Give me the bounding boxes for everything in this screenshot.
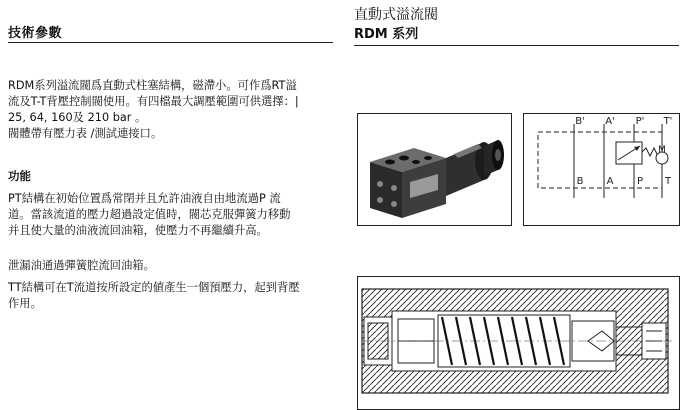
paragraph-line: 并且使大量的油液流回油箱，使壓力不再繼續升高。 <box>8 224 268 237</box>
port-label-a: A <box>606 176 614 187</box>
intro-paragraph <box>8 78 343 142</box>
paragraph-line: 泄漏油通過彈簧腔流回油箱。 <box>8 259 155 272</box>
port-label-p: P <box>636 176 644 187</box>
series-title: RDM 系列 <box>354 27 419 42</box>
function-paragraph-tt <box>8 280 343 312</box>
technical-parameters-heading: 技術參數 <box>8 26 63 41</box>
function-heading: 功能 <box>8 169 31 183</box>
port-label-t-prime: T' <box>663 116 673 127</box>
valve-photo-illustration <box>358 114 511 225</box>
intro-line: 流及T-T背壓控制閥使用。有四檔最大調壓範圍可供選擇：| <box>8 95 299 108</box>
intro-line: RDM系列溢流閥爲直動式柱塞結構，磁滯小。可作爲RT溢 <box>8 79 297 92</box>
schematic-drawing <box>524 114 679 225</box>
gauge-label: M <box>658 145 666 155</box>
function-paragraph-pt <box>8 191 343 239</box>
header-rule-right <box>354 45 679 46</box>
valve-section-drawing <box>357 276 680 410</box>
paragraph-line: TT結構可在T流道按所設定的値產生一個預壓力，起到背壓 <box>8 281 300 294</box>
port-label-b: B <box>576 176 584 187</box>
paragraph-line: 道。當該流道的壓力超過設定值時，閥芯克服彈簧力移動 <box>8 208 291 221</box>
paragraph-line: PT結構在初始位置爲常閉并且允許油液自由地流過P 流 <box>8 192 281 205</box>
section-illustration <box>358 277 679 409</box>
document-header <box>354 6 438 44</box>
port-label-b-prime: B' <box>575 116 585 127</box>
port-label-a-prime: A' <box>605 116 615 127</box>
product-title: 直動式溢流閥 <box>354 7 438 23</box>
header-rule-left <box>8 42 333 43</box>
paragraph-line: 作用。 <box>8 297 42 310</box>
intro-line: 閥體帶有壓力表 /測試連接口。 <box>8 127 163 140</box>
function-paragraph-leakage <box>8 258 343 274</box>
intro-line: 25, 64, 160及 210 bar 。 <box>8 111 147 124</box>
port-label-t: T <box>664 176 672 187</box>
hydraulic-schematic <box>523 113 680 226</box>
valve-photo <box>357 113 512 226</box>
port-label-p-prime: P' <box>635 116 645 127</box>
